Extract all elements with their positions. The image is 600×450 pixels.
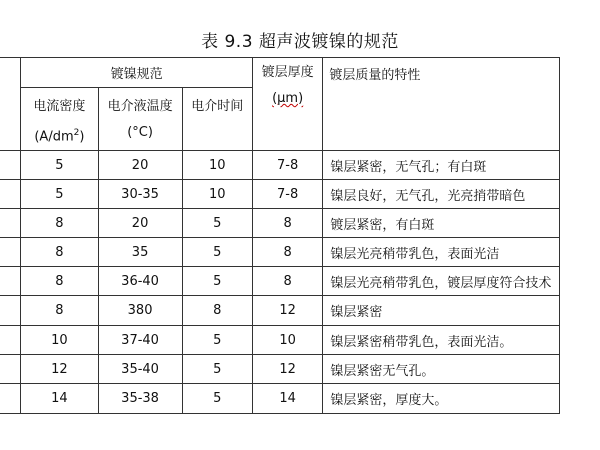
row-cut-cell (0, 267, 21, 296)
table-title: 表 9.3 超声波镀镍的规范 (201, 32, 399, 52)
table-row (0, 267, 560, 296)
table-row (0, 238, 560, 267)
cell-thickness: 8 (252, 209, 322, 238)
cell-time: 5 (182, 238, 252, 267)
cell-current: 8 (21, 296, 98, 326)
cell-temp: 36-40 (98, 267, 182, 296)
cell-time: 8 (182, 296, 252, 326)
cell-thickness: 12 (252, 355, 322, 384)
cell-temp: 20 (98, 209, 182, 238)
cell-temp: 35-38 (98, 384, 182, 414)
row-cut-cell (0, 384, 21, 414)
header-current-density-unit: $(A/dm^2)$ (34, 128, 85, 145)
cell-time: 5 (182, 384, 252, 414)
cell-quality: 镍层光亮稍带乳色，表面光洁 (323, 238, 560, 267)
header-current-density (21, 88, 98, 151)
row-cut-cell (0, 355, 21, 384)
header-quality: 镀层质量的特性 (323, 58, 560, 151)
cell-time: 10 (182, 151, 252, 180)
cell-time: 10 (182, 180, 252, 209)
cell-thickness: 14 (252, 384, 322, 414)
cell-temp: 30-35 (98, 180, 182, 209)
table-row (0, 296, 560, 326)
table-row (0, 384, 560, 414)
header-temperature (98, 88, 182, 151)
cell-quality: 镍层光亮稍带乳色，镀层厚度符合技术 (323, 267, 560, 296)
cell-current: 5 (21, 180, 98, 209)
cell-temp: 20 (98, 151, 182, 180)
header-temperature-label: 电介液温度 (107, 99, 173, 114)
cell-thickness: 7-8 (252, 180, 322, 209)
row-cut-cell (0, 209, 21, 238)
header-thickness (252, 58, 322, 151)
cell-time: 5 (182, 267, 252, 296)
header-cut-cell (0, 58, 21, 151)
header-cut-line2 (0, 83, 20, 102)
cell-time: 5 (182, 326, 252, 355)
header-time (182, 88, 252, 151)
row-cut-cell (0, 296, 21, 326)
cell-quality: 镀层紧密，有白斑 (323, 209, 560, 238)
cell-current: 5 (21, 151, 98, 180)
cell-quality: 镍层良好，无气孔，光亮捎带暗色 (323, 180, 560, 209)
cell-current: 10 (21, 326, 98, 355)
header-time-label: 电介时间 (191, 99, 244, 114)
cell-thickness: 7-8 (252, 151, 322, 180)
row-cut-cell (0, 151, 21, 180)
cell-quality: 镍层紧密 (323, 296, 560, 326)
header-thickness-unit: (μm) (272, 91, 304, 106)
cell-thickness: 10 (252, 326, 322, 355)
cell-time: 5 (182, 209, 252, 238)
row-cut-cell (0, 326, 21, 355)
table-row (0, 355, 560, 384)
cell-quality: 镍层紧密稍带乳色，表面光洁。 (323, 326, 560, 355)
cell-temp: 380 (98, 296, 182, 326)
cell-quality: 镍层紧密，厚度大。 (323, 384, 560, 414)
cell-current: 14 (21, 384, 98, 414)
cell-quality: 镍层紧密无气孔。 (323, 355, 560, 384)
cell-temp: 37-40 (98, 326, 182, 355)
cell-temp: 35 (98, 238, 182, 267)
cell-current: 12 (21, 355, 98, 384)
nickel-plating-spec-table (0, 57, 560, 414)
cell-thickness: 8 (252, 267, 322, 296)
header-current-density-label: 电流密度 (33, 99, 86, 114)
row-cut-cell (0, 180, 21, 209)
table-row (0, 326, 560, 355)
header-thickness-label: 镀层厚度 (261, 65, 314, 80)
cell-thickness: 8 (252, 238, 322, 267)
cell-current: 8 (21, 238, 98, 267)
header-cut-line1 (0, 58, 20, 77)
cell-thickness: 12 (252, 296, 322, 326)
table-row (0, 151, 560, 180)
cell-temp: 35-40 (98, 355, 182, 384)
header-group-spec: 镀镍规范 (21, 58, 253, 88)
cell-current: 8 (21, 267, 98, 296)
cell-time: 5 (182, 355, 252, 384)
table-row (0, 209, 560, 238)
row-cut-cell (0, 238, 21, 267)
cell-quality: 镍层紧密，无气孔；有白斑 (323, 151, 560, 180)
table-row (0, 180, 560, 209)
header-temperature-unit: (°C) (127, 125, 153, 140)
cell-current: 8 (21, 209, 98, 238)
